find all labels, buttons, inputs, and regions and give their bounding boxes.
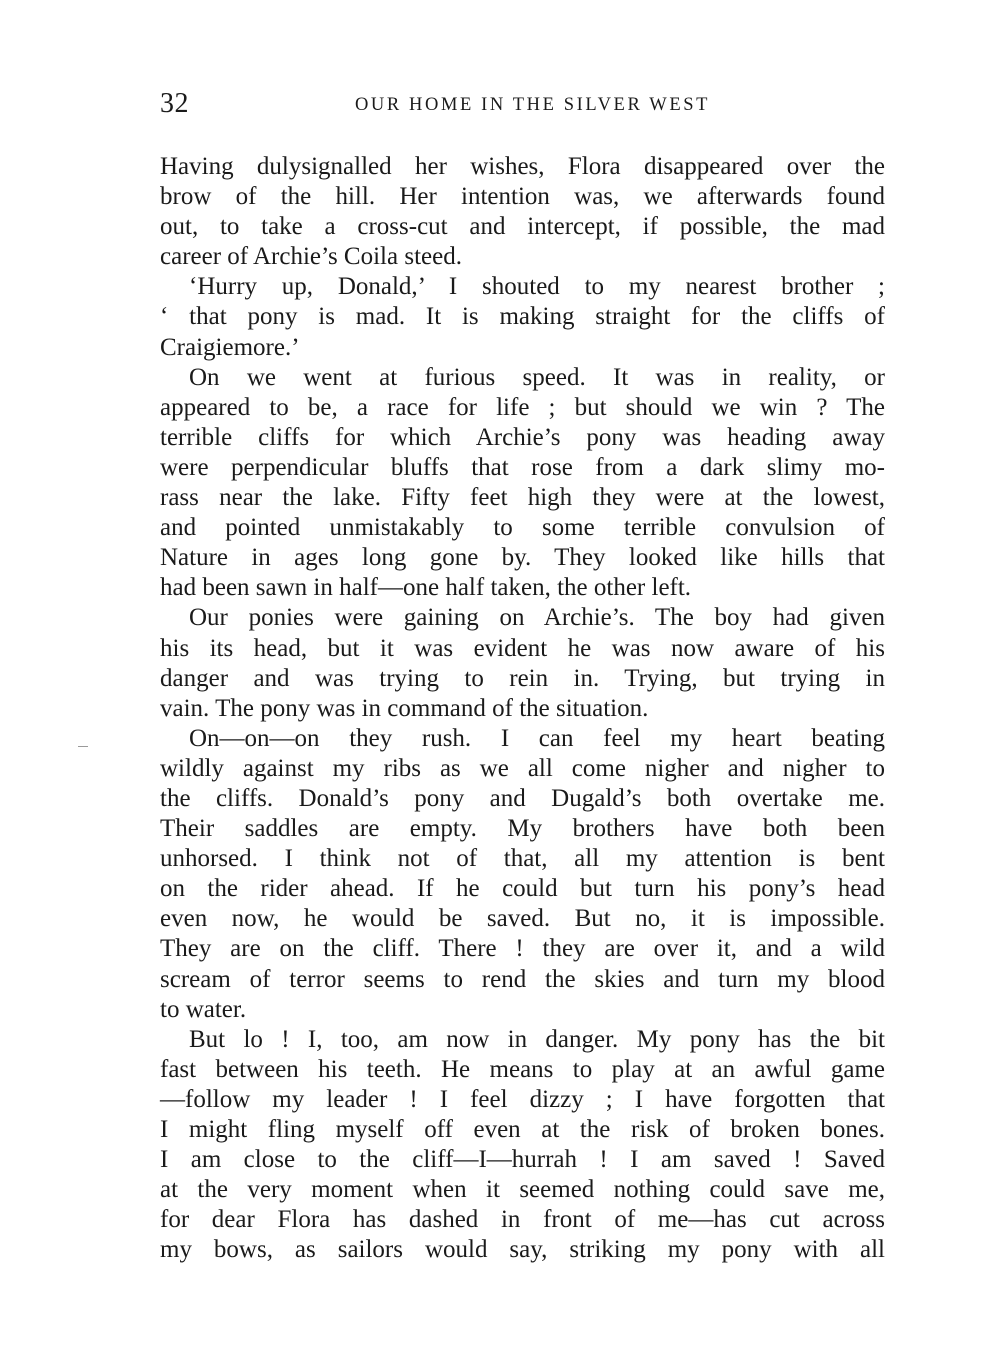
text-line: They are on the cliff. There ! they are over it, and a wild xyxy=(160,935,885,963)
text-line: ‘ that pony is mad. It is making straight for the cliffs of xyxy=(160,303,885,331)
page-number: 32 xyxy=(160,88,189,119)
text-line: my bows, as sailors would say, striking my pony with all xyxy=(160,1236,885,1264)
body-text xyxy=(160,152,885,1265)
running-head xyxy=(160,88,885,128)
text-line: even now, he would be saved. But no, it is impossible. xyxy=(160,905,885,933)
running-title: OUR HOME IN THE SILVER WEST xyxy=(354,95,711,115)
margin-mark xyxy=(78,746,88,747)
text-line: at the very moment when it seemed nothing could save me, xyxy=(160,1176,885,1204)
text-line: to water. xyxy=(160,995,247,1023)
text-line: the cliffs. Donald’s pony and Dugald’s both overtake me. xyxy=(160,784,885,812)
text-line: Craigiemore.’ xyxy=(160,333,300,361)
text-line: fast between his teeth. He means to play at an awful game xyxy=(160,1055,885,1083)
text-line: brow of the hill. Her intention was, we afterwards found xyxy=(160,183,885,211)
text-line: unhorsed. I think not of that, all my attention is bent xyxy=(160,845,885,873)
text-line: and pointed unmistakably to some terrible convulsion of xyxy=(160,514,885,542)
text-line: Nature in ages long gone by. They looked like hills that xyxy=(160,544,885,572)
text-line: appeared to be, a race for life ; but should we win ? The xyxy=(160,393,885,421)
text-line: career of Archie’s Coila steed. xyxy=(160,243,462,271)
text-line: scream of terror seems to rend the skies and turn my blood xyxy=(160,965,885,993)
text-line: vain. The pony was in command of the situation. xyxy=(160,694,649,722)
text-line: ‘Hurry up, Donald,’ I shouted to my nearest brother ; xyxy=(189,273,885,301)
text-line: rass near the lake. Fifty feet high they were at the lowest, xyxy=(160,484,885,512)
text-line: Our ponies were gaining on Archie’s. The boy had given xyxy=(189,604,885,632)
text-line: had been sawn in half—one half taken, the other left. xyxy=(160,574,692,602)
text-line: wildly against my ribs as we all come nigher and nigher to xyxy=(160,754,885,782)
text-line: for dear Flora has dashed in front of me—has cut across xyxy=(160,1206,885,1234)
text-line: —follow my leader ! I feel dizzy ; I have forgotten that xyxy=(160,1085,885,1113)
text-line: out, to take a cross-cut and intercept, if possible, the mad xyxy=(160,213,885,241)
text-line: terrible cliffs for which Archie’s pony was heading away xyxy=(160,423,885,451)
text-line: Having dulysignalled her wishes, Flora disappeared over the xyxy=(160,153,885,180)
text-line: On we went at furious speed. It was in reality, or xyxy=(189,363,885,391)
text-line: danger and was trying to rein in. Trying, but trying in xyxy=(160,664,885,692)
text-line: on the rider ahead. If he could but turn his pony’s head xyxy=(160,875,885,903)
text-line: Their saddles are empty. My brothers have both been xyxy=(160,815,885,843)
text-line: were perpendicular bluffs that rose from a dark slimy mo- xyxy=(160,453,885,481)
text-line: But lo ! I, too, am now in danger. My pony has the bit xyxy=(189,1025,885,1053)
text-line: I am close to the cliff—I—hurrah ! I am saved ! Saved xyxy=(160,1146,885,1174)
text-line: On—on—on they rush. I can feel my heart beating xyxy=(189,724,885,752)
text-line: I might fling myself off even at the risk of broken bones. xyxy=(160,1116,885,1143)
text-line: his its head, but it was evident he was now aware of his xyxy=(160,634,885,662)
